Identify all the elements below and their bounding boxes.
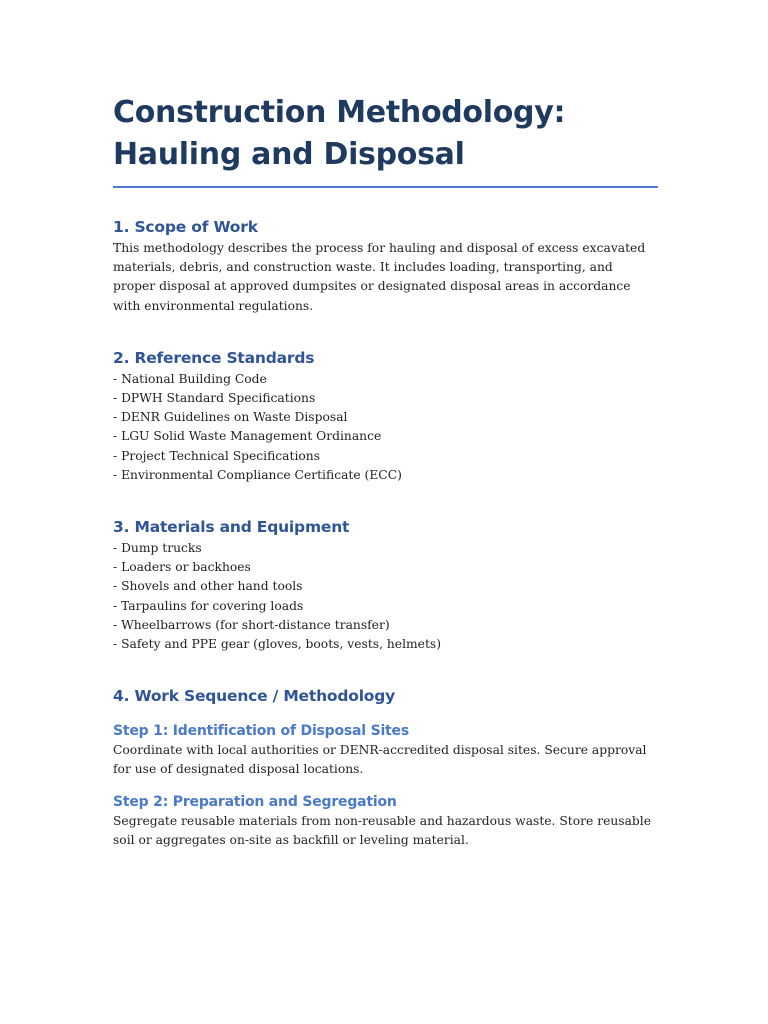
list-item: - Project Technical Specifications (113, 448, 321, 463)
document-page (113, 92, 658, 850)
list-item: - DPWH Standard Specifications (113, 391, 316, 406)
section-heading-sequence: 4. Work Sequence / Methodology (113, 687, 396, 706)
step-1-paragraph: Coordinate with local authorities or DENR-accredited disposal sites. Secure approval for use of designated disposal locations. (113, 743, 647, 777)
scope-paragraph: This methodology describes the process for hauling and disposal of excess excavated materials, debris, and construction waste. It includes loading, transporting, and proper disposal at approved dumpsites or designated disposal areas in accordance with environmental regulations. (113, 241, 646, 313)
list-item: - National Building Code (113, 371, 267, 386)
section-heading-materials: 3. Materials and Equipment (113, 518, 350, 537)
document-title: Construction Methodology: Hauling and Disposal (113, 92, 658, 188)
references-list (113, 370, 658, 485)
list-item: - Safety and PPE gear (gloves, boots, vests, helmets) (113, 637, 442, 652)
list-item: - Shovels and other hand tools (113, 579, 303, 594)
step-heading-2: Step 2: Preparation and Segregation (113, 793, 397, 810)
materials-list (113, 539, 658, 654)
step-2-paragraph: Segregate reusable materials from non-reusable and hazardous waste. Store reusable soil or aggregates on-site as backfill or leveling material. (113, 813, 652, 847)
list-item: - DENR Guidelines on Waste Disposal (113, 410, 348, 425)
step-heading-1: Step 1: Identification of Disposal Sites (113, 723, 409, 740)
list-item: - Tarpaulins for covering loads (113, 598, 304, 613)
list-item: - Wheelbarrows (for short-distance transfer) (113, 617, 390, 632)
list-item: - Dump trucks (113, 541, 202, 556)
list-item: - LGU Solid Waste Management Ordinance (113, 429, 382, 444)
list-item: - Loaders or backhoes (113, 560, 251, 575)
section-heading-references: 2. Reference Standards (113, 348, 315, 367)
section-heading-scope: 1. Scope of Work (113, 218, 258, 236)
list-item: - Environmental Compliance Certificate (ECC) (113, 467, 402, 482)
